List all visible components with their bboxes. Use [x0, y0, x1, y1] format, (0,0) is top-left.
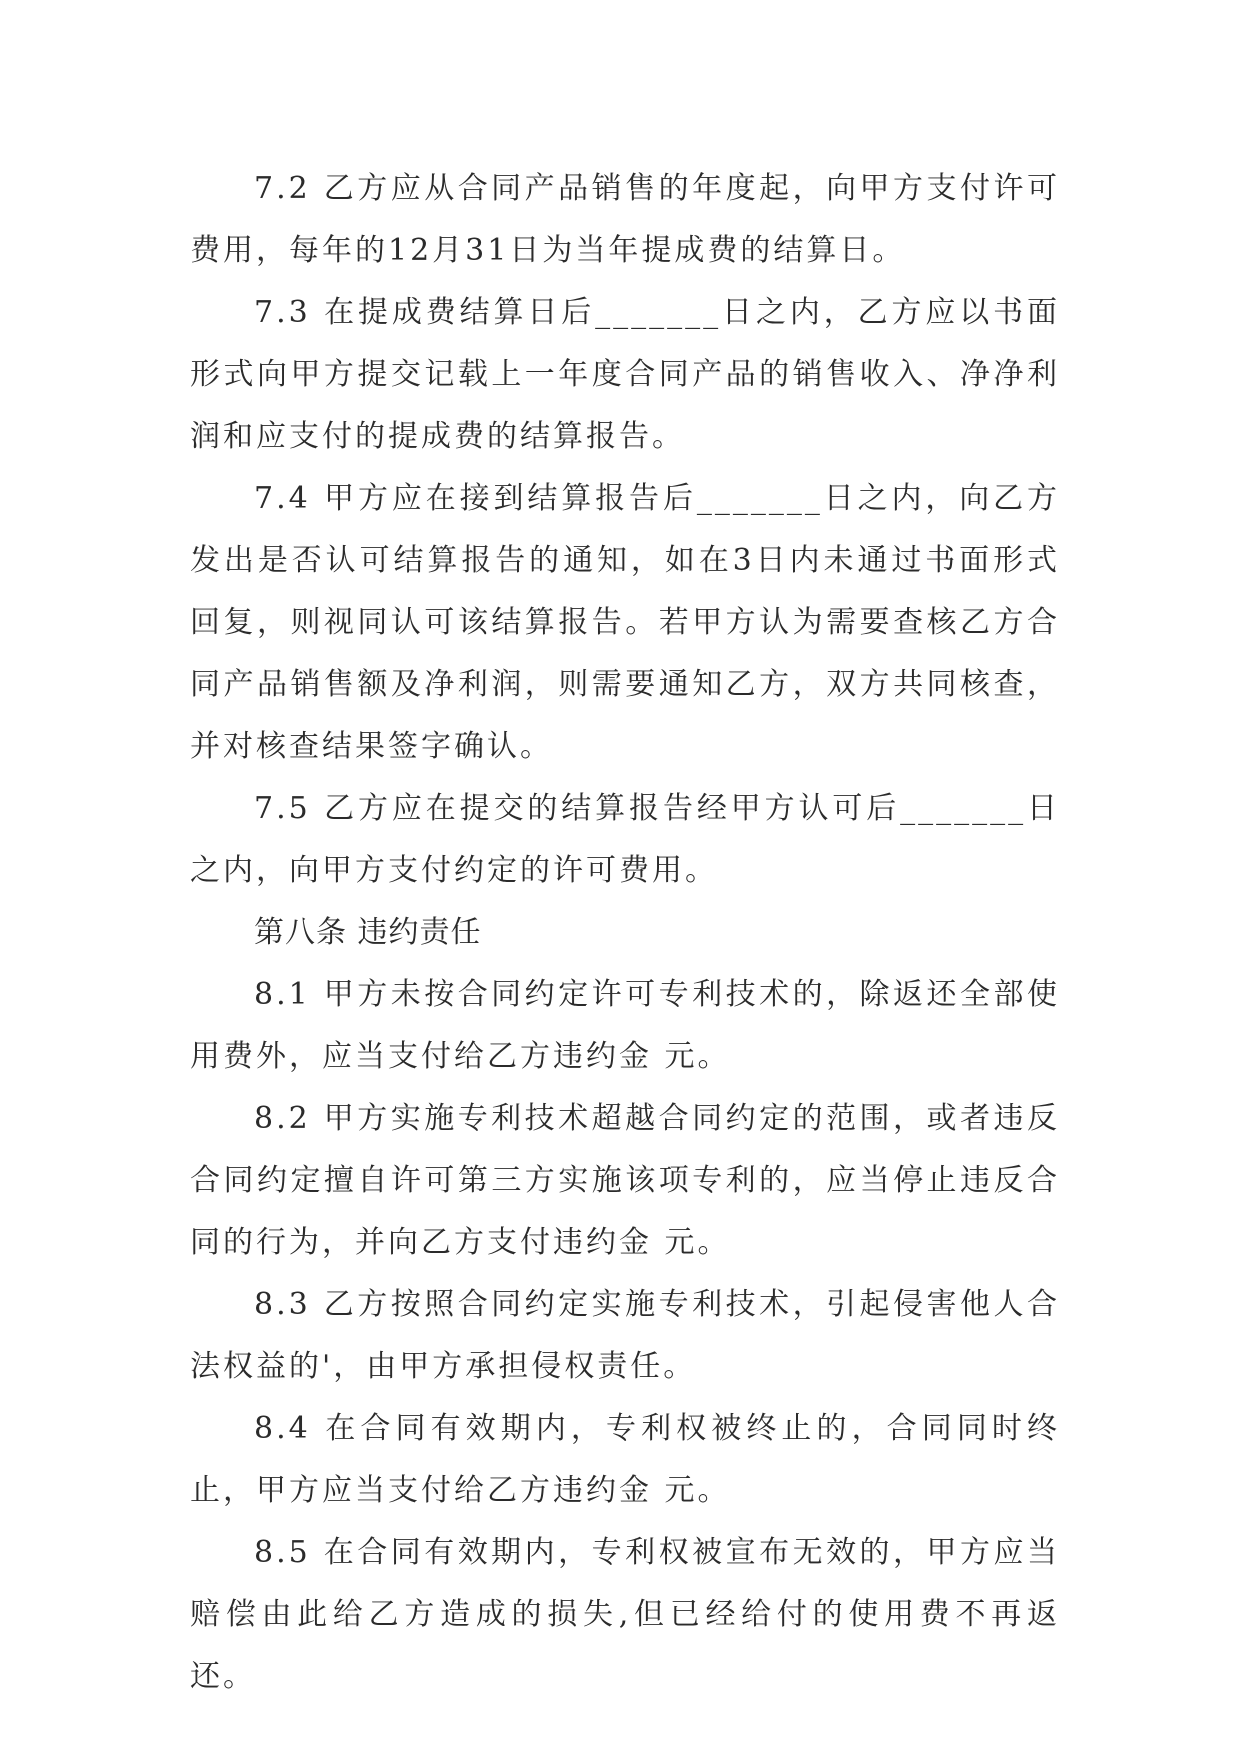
article-8-heading: 第八条 违约责任 — [254, 915, 482, 950]
clause-7-3: 7.3 在提成费结算日后_______日之内，乙方应以书面形式向甲方提交记载上一年度合同产品的销售收入、净净利润和应支付的提成费的结算报告。 — [190, 295, 1060, 454]
clause-8-4: 8.4 在合同有效期内，专利权被终止的，合同同时终止，甲方应当支付给乙方违约金 元。 — [190, 1411, 1060, 1508]
clause-8-2: 8.2 甲方实施专利技术超越合同约定的范围，或者违反合同约定擅自许可第三方实施该项专利的，应当停止违反合同的行为，并向乙方支付违约金 元。 — [190, 1101, 1060, 1260]
clause-7-5: 7.5 乙方应在提交的结算报告经甲方认可后_______日之内，向甲方支付约定的许可费用。 — [190, 791, 1060, 888]
clause-8-3: 8.3 乙方按照合同约定实施专利技术，引起侵害他人合法权益的'，由甲方承担侵权责任。 — [190, 1287, 1060, 1384]
clause-7-2: 7.2 乙方应从合同产品销售的年度起，向甲方支付许可费用，每年的12月31日为当年提成费的结算日。 — [190, 171, 1060, 268]
clause-7-4: 7.4 甲方应在接到结算报告后_______日之内，向乙方发出是否认可结算报告的通知，如在3日内未通过书面形式回复，则视同认可该结算报告。若甲方认为需要查核乙方合同产品销售额及净利润，则需要通知乙方，双方共同核查，并对核查结果签字确认。 — [190, 481, 1060, 764]
document-body — [190, 158, 1060, 1708]
clause-8-1: 8.1 甲方未按合同约定许可专利技术的，除返还全部使用费外，应当支付给乙方违约金 元。 — [190, 977, 1060, 1074]
clause-8-5: 8.5 在合同有效期内，专利权被宣布无效的，甲方应当赔偿由此给乙方造成的损失,但已经给付的使用费不再返还。 — [190, 1535, 1060, 1694]
